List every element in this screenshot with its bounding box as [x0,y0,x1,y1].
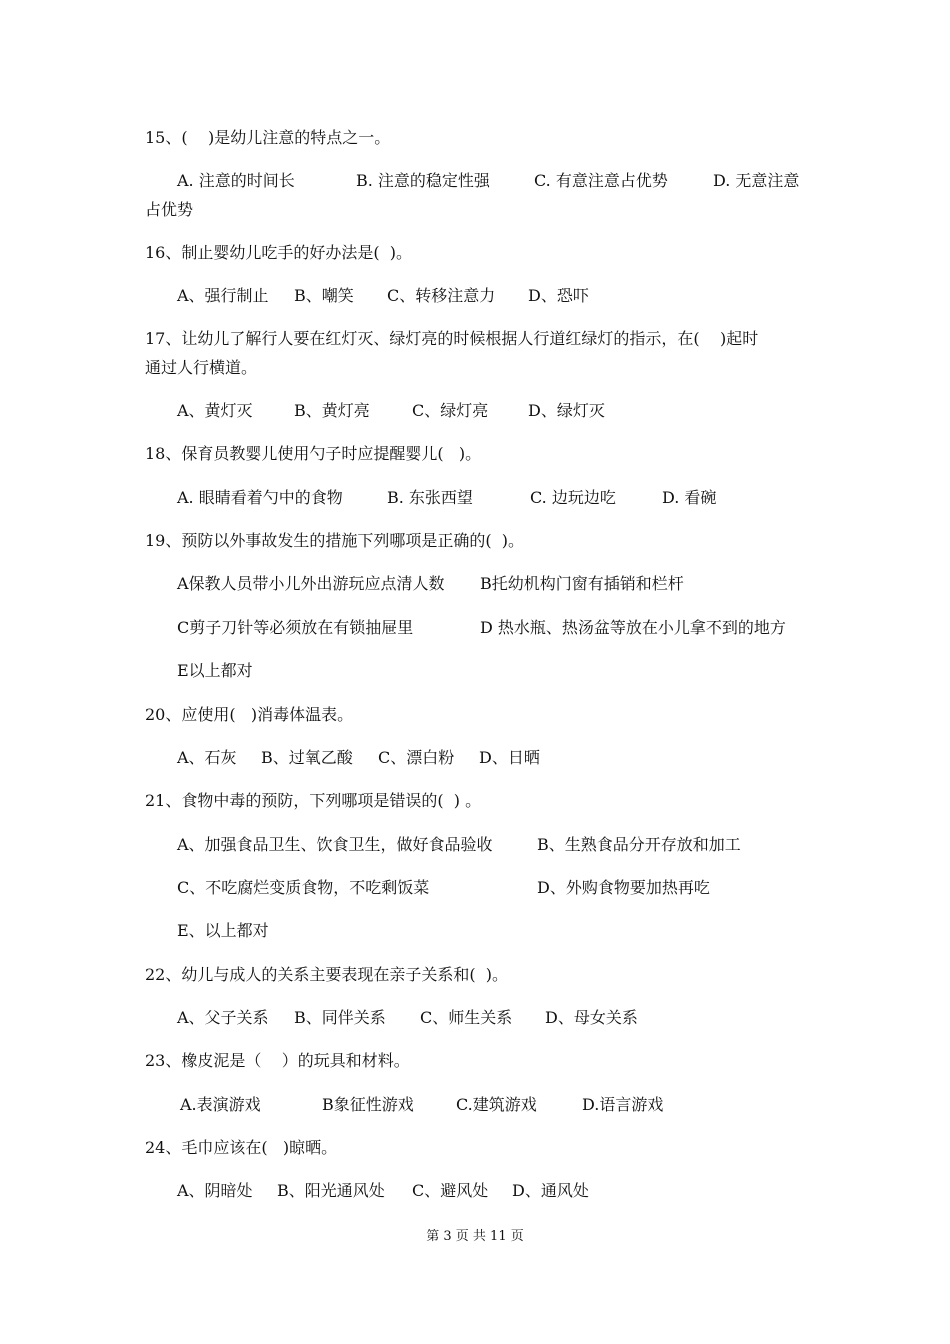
question-17-stem-line-1: 17、让幼儿了解行人要在红灯灭、绿灯亮的时候根据人行道红绿灯的指示，在( )起时 [145,329,759,348]
question-17-option-b: B、黄灯亮 [294,401,370,420]
question-24-stem: 24、毛巾应该在( )晾晒。 [145,1138,338,1157]
question-18-option-a: A. 眼睛看着勺中的食物 [177,488,343,507]
question-20-option-d: D、日晒 [479,748,540,767]
question-19-stem: 19、预防以外事故发生的措施下列哪项是正确的( )。 [145,531,525,550]
question-21-stem: 21、食物中毒的预防，下列哪项是错误的( ) 。 [145,791,482,810]
question-17-option-d: D、绿灯灭 [528,401,605,420]
question-15-stem: 15、( )是幼儿注意的特点之一。 [145,128,391,147]
question-15-option-d: D. 无意注意 [713,171,800,190]
question-24-option-a: A、阴暗处 [177,1181,253,1200]
question-18-option-c: C. 边玩边吃 [530,488,616,507]
question-23-option-c: C.建筑游戏 [456,1095,537,1114]
question-19-option-d: D 热水瓶、热汤盆等放在小儿拿不到的地方 [480,618,786,637]
question-16-option-a: A、强行制止 [177,286,269,305]
question-16-option-b: B、嘲笑 [294,286,354,305]
question-24-option-b: B、阳光通风处 [277,1181,385,1200]
question-20-option-b: B、过氧乙酸 [261,748,353,767]
question-19-option-e: E以上都对 [177,661,253,680]
question-21-option-e: E、以上都对 [177,921,269,940]
question-22-option-d: D、母女关系 [545,1008,638,1027]
question-18-stem: 18、保育员教婴儿使用勺子时应提醒婴儿( )。 [145,444,482,463]
page-number-footer: 第 3 页 共 11 页 [426,1229,524,1244]
question-21-option-c: C、不吃腐烂变质食物，不吃剩饭菜 [177,878,430,897]
question-24-option-d: D、通风处 [512,1181,589,1200]
question-24-option-c: C、避风处 [412,1181,489,1200]
question-17-option-c: C、绿灯亮 [412,401,489,420]
question-21-option-b: B、生熟食品分开存放和加工 [537,835,741,854]
question-22-option-b: B、同伴关系 [294,1008,386,1027]
question-22-option-c: C、师生关系 [420,1008,513,1027]
question-15-option-a: A. 注意的时间长 [177,171,295,190]
question-19-option-b: B托幼机构门窗有插销和栏杆 [480,574,684,593]
question-17-stem-line-2: 通过人行横道。 [145,358,258,377]
question-16-stem: 16、制止婴幼儿吃手的好办法是( )。 [145,243,413,262]
question-16-option-d: D、恐吓 [528,286,589,305]
question-17-option-a: A、黄灯灭 [177,401,253,420]
question-22-stem: 22、幼儿与成人的关系主要表现在亲子关系和( )。 [145,965,509,984]
question-15-option-c: C. 有意注意占优势 [534,171,668,190]
question-15-option-b: B. 注意的稳定性强 [356,171,490,190]
question-18-option-d: D. 看碗 [662,488,717,507]
question-23-stem: 23、橡皮泥是（ ）的玩具和材料。 [145,1051,410,1070]
question-22-option-a: A、父子关系 [177,1008,269,1027]
question-15-option-d-wrap: 占优势 [145,200,194,219]
question-19-option-c: C剪子刀针等必须放在有锁抽屉里 [177,618,414,637]
question-21-option-a: A、加强食品卫生、饮食卫生，做好食品验收 [177,835,493,854]
question-16-option-c: C、转移注意力 [387,286,496,305]
question-20-option-c: C、漂白粉 [378,748,455,767]
question-23-option-d: D.语言游戏 [582,1095,664,1114]
question-23-option-b: B象征性游戏 [322,1095,414,1114]
question-19-option-a: A保教人员带小儿外出游玩应点清人数 [177,574,445,593]
question-20-stem: 20、应使用( )消毒体温表。 [145,705,354,724]
question-18-option-b: B. 东张西望 [387,488,473,507]
question-23-option-a: A.表演游戏 [180,1095,261,1114]
question-20-option-a: A、石灰 [177,748,237,767]
question-21-option-d: D、外购食物要加热再吃 [537,878,710,897]
